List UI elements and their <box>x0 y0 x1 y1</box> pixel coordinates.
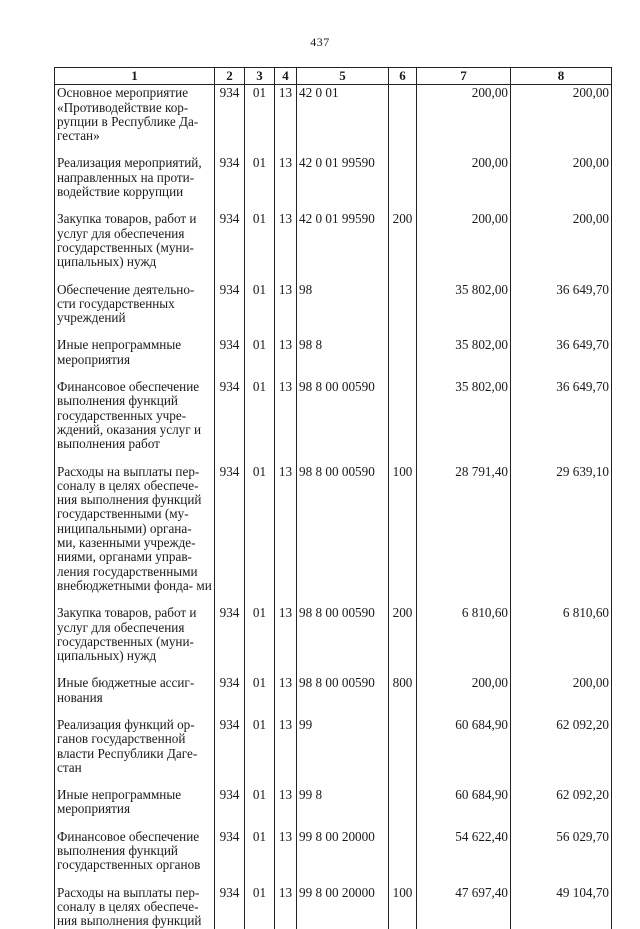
header-col-4: 4 <box>275 68 297 85</box>
table-row <box>55 464 612 606</box>
table-row <box>55 155 612 211</box>
expense-type-code: 800 <box>389 675 417 717</box>
expense-name: Реализация мероприятий, направленных на проти- водействие коррупции <box>55 155 215 211</box>
amount-year-1: 47 697,40 <box>417 885 511 929</box>
table-row <box>55 85 612 156</box>
table-row <box>55 717 612 787</box>
table-row <box>55 211 612 281</box>
subsection-code: 13 <box>275 787 297 829</box>
expense-name: Иные непрограммные мероприятия <box>55 337 215 379</box>
section-code: 01 <box>245 155 275 211</box>
grbs-code: 934 <box>215 675 245 717</box>
subsection-code: 13 <box>275 85 297 156</box>
target-article-code: 99 8 00 20000 <box>297 885 389 929</box>
table-row <box>55 282 612 338</box>
subsection-code: 13 <box>275 379 297 463</box>
target-article-code: 42 0 01 99590 <box>297 155 389 211</box>
subsection-code: 13 <box>275 675 297 717</box>
header-col-7: 7 <box>417 68 511 85</box>
subsection-code: 13 <box>275 337 297 379</box>
grbs-code: 934 <box>215 885 245 929</box>
table-row <box>55 829 612 885</box>
expense-name: Иные бюджетные ассиг- нования <box>55 675 215 717</box>
expense-name: Расходы на выплаты пер- соналу в целях обеспече- ния выполнения функций <box>55 885 215 929</box>
section-code: 01 <box>245 337 275 379</box>
table-row <box>55 787 612 829</box>
expense-name: Иные непрограммные мероприятия <box>55 787 215 829</box>
amount-year-1: 60 684,90 <box>417 717 511 787</box>
target-article-code: 98 8 00 00590 <box>297 379 389 463</box>
amount-year-2: 200,00 <box>511 675 612 717</box>
target-article-code: 99 8 <box>297 787 389 829</box>
header-col-2: 2 <box>215 68 245 85</box>
target-article-code: 99 <box>297 717 389 787</box>
expense-name: Реализация функций ор- ганов государственной власти Республики Даге- стан <box>55 717 215 787</box>
amount-year-1: 200,00 <box>417 155 511 211</box>
section-code: 01 <box>245 717 275 787</box>
grbs-code: 934 <box>215 211 245 281</box>
table-row <box>55 337 612 379</box>
amount-year-1: 200,00 <box>417 85 511 156</box>
header-col-3: 3 <box>245 68 275 85</box>
expense-type-code <box>389 282 417 338</box>
amount-year-1: 54 622,40 <box>417 829 511 885</box>
amount-year-2: 49 104,70 <box>511 885 612 929</box>
subsection-code: 13 <box>275 885 297 929</box>
grbs-code: 934 <box>215 717 245 787</box>
target-article-code: 42 0 01 99590 <box>297 211 389 281</box>
expense-name: Закупка товаров, работ и услуг для обеспечения государственных (муни- ципальных) нужд <box>55 211 215 281</box>
subsection-code: 13 <box>275 464 297 606</box>
amount-year-2: 36 649,70 <box>511 337 612 379</box>
amount-year-2: 62 092,20 <box>511 787 612 829</box>
target-article-code: 98 8 <box>297 337 389 379</box>
grbs-code: 934 <box>215 85 245 156</box>
expense-name: Расходы на выплаты пер- соналу в целях обеспече- ния выполнения функций государственными (му- ниципальными) органа- ми, казенными учрежде- ниями, органами управ- ления государственными внебюджетными фонда- ми <box>55 464 215 606</box>
section-code: 01 <box>245 379 275 463</box>
expense-type-code: 200 <box>389 605 417 675</box>
table-header-row <box>55 68 612 85</box>
amount-year-1: 60 684,90 <box>417 787 511 829</box>
page-number: 437 <box>310 35 330 49</box>
expense-name: Финансовое обеспечение выполнения функций государственных органов <box>55 829 215 885</box>
amount-year-2: 36 649,70 <box>511 379 612 463</box>
section-code: 01 <box>245 829 275 885</box>
section-code: 01 <box>245 605 275 675</box>
table-row <box>55 379 612 463</box>
expense-name: Обеспечение деятельно- сти государственных учреждений <box>55 282 215 338</box>
amount-year-1: 35 802,00 <box>417 282 511 338</box>
expense-name: Основное мероприятие «Противодействие кор- рупции в Республике Да- гестан» <box>55 85 215 156</box>
expense-type-code <box>389 717 417 787</box>
header-col-6: 6 <box>389 68 417 85</box>
table-row <box>55 885 612 929</box>
table-row <box>55 675 612 717</box>
expense-type-code <box>389 787 417 829</box>
budget-table <box>54 67 612 929</box>
target-article-code: 98 8 00 00590 <box>297 605 389 675</box>
expense-type-code: 100 <box>389 464 417 606</box>
target-article-code: 98 8 00 00590 <box>297 464 389 606</box>
amount-year-1: 6 810,60 <box>417 605 511 675</box>
amount-year-2: 56 029,70 <box>511 829 612 885</box>
target-article-code: 98 8 00 00590 <box>297 675 389 717</box>
amount-year-1: 35 802,00 <box>417 379 511 463</box>
subsection-code: 13 <box>275 211 297 281</box>
header-col-8: 8 <box>511 68 612 85</box>
section-code: 01 <box>245 85 275 156</box>
grbs-code: 934 <box>215 787 245 829</box>
expense-name: Финансовое обеспечение выполнения функций государственных учре- ждений, оказания услуг и выполнения работ <box>55 379 215 463</box>
table-row <box>55 605 612 675</box>
section-code: 01 <box>245 675 275 717</box>
grbs-code: 934 <box>215 464 245 606</box>
amount-year-1: 200,00 <box>417 211 511 281</box>
header-col-5: 5 <box>297 68 389 85</box>
amount-year-1: 35 802,00 <box>417 337 511 379</box>
grbs-code: 934 <box>215 829 245 885</box>
subsection-code: 13 <box>275 282 297 338</box>
expense-type-code <box>389 155 417 211</box>
section-code: 01 <box>245 282 275 338</box>
amount-year-2: 200,00 <box>511 155 612 211</box>
section-code: 01 <box>245 885 275 929</box>
amount-year-2: 200,00 <box>511 211 612 281</box>
subsection-code: 13 <box>275 829 297 885</box>
amount-year-2: 62 092,20 <box>511 717 612 787</box>
expense-type-code: 100 <box>389 885 417 929</box>
grbs-code: 934 <box>215 282 245 338</box>
expense-type-code <box>389 829 417 885</box>
amount-year-1: 200,00 <box>417 675 511 717</box>
section-code: 01 <box>245 464 275 606</box>
expense-type-code <box>389 379 417 463</box>
expense-type-code <box>389 337 417 379</box>
amount-year-2: 29 639,10 <box>511 464 612 606</box>
subsection-code: 13 <box>275 717 297 787</box>
grbs-code: 934 <box>215 337 245 379</box>
amount-year-1: 28 791,40 <box>417 464 511 606</box>
section-code: 01 <box>245 787 275 829</box>
header-col-1: 1 <box>55 68 215 85</box>
grbs-code: 934 <box>215 155 245 211</box>
target-article-code: 99 8 00 20000 <box>297 829 389 885</box>
amount-year-2: 6 810,60 <box>511 605 612 675</box>
amount-year-2: 36 649,70 <box>511 282 612 338</box>
target-article-code: 42 0 01 <box>297 85 389 156</box>
expense-type-code: 200 <box>389 211 417 281</box>
subsection-code: 13 <box>275 155 297 211</box>
expense-name: Закупка товаров, работ и услуг для обеспечения государственных (муни- ципальных) нужд <box>55 605 215 675</box>
amount-year-2: 200,00 <box>511 85 612 156</box>
expense-type-code <box>389 85 417 156</box>
subsection-code: 13 <box>275 605 297 675</box>
grbs-code: 934 <box>215 379 245 463</box>
target-article-code: 98 <box>297 282 389 338</box>
section-code: 01 <box>245 211 275 281</box>
grbs-code: 934 <box>215 605 245 675</box>
